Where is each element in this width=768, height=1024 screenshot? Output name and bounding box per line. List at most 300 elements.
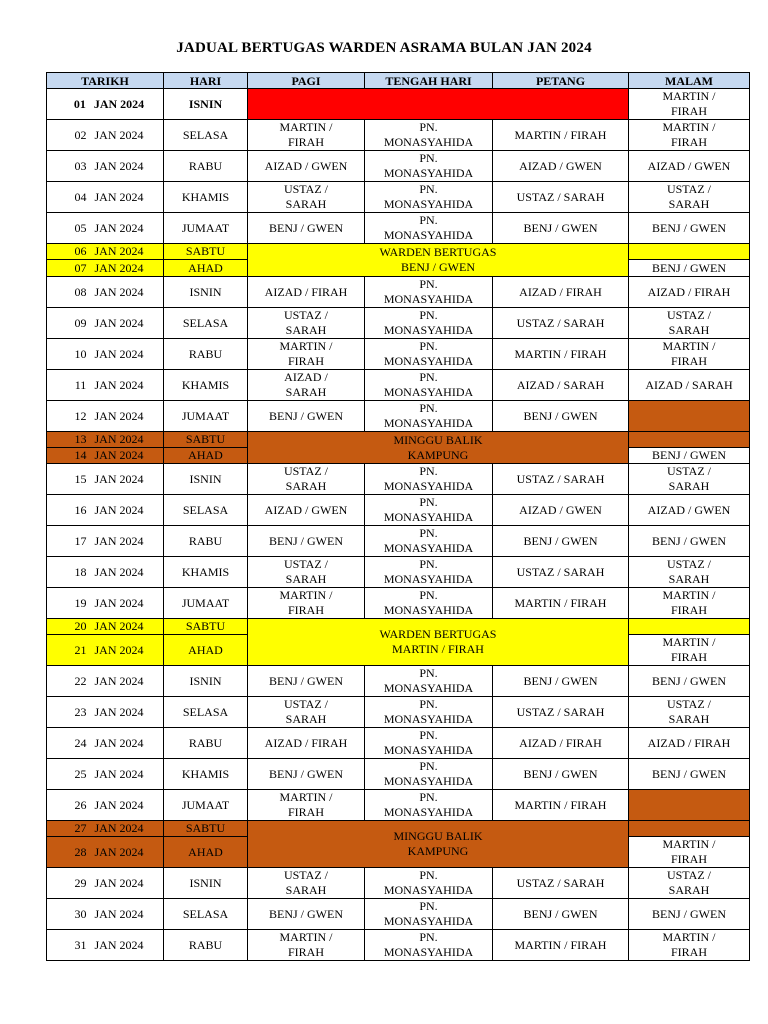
table-row xyxy=(47,557,750,588)
date-cell xyxy=(47,120,164,151)
date-cell xyxy=(47,308,164,339)
pagi-cell-text: AIZAD / SARAH xyxy=(284,370,328,399)
pagi-cell xyxy=(248,588,365,619)
day-cell-text: KHAMIS xyxy=(181,564,230,579)
minggu-balik-kampung-banner-text: MINGGU BALIK KAMPUNG xyxy=(393,432,483,462)
date-cell xyxy=(47,213,164,244)
malam-cell xyxy=(629,666,750,697)
petang-cell-text: USTAZ / SARAH xyxy=(516,875,605,890)
malam-cell xyxy=(629,868,750,899)
tengah-hari-cell-text: PN. MONASYAHIDA xyxy=(383,868,474,897)
petang-cell xyxy=(493,339,629,370)
date-number: 29 xyxy=(74,875,87,890)
date-month: JAN 2024 xyxy=(94,642,144,657)
petang-cell xyxy=(493,277,629,308)
date-number: 01 xyxy=(73,96,86,111)
minggu-balik-kampung-banner xyxy=(248,432,629,464)
day-cell-text: SELASA xyxy=(182,502,229,517)
day-cell xyxy=(164,790,248,821)
pagi-cell xyxy=(248,182,365,213)
table-row xyxy=(47,182,750,213)
date-number: 27 xyxy=(74,821,87,835)
day-cell xyxy=(164,635,248,666)
malam-cell xyxy=(629,837,750,868)
day-cell xyxy=(164,930,248,961)
date-number: 12 xyxy=(74,408,87,423)
malam-cell xyxy=(629,759,750,790)
petang-cell xyxy=(493,401,629,432)
petang-cell xyxy=(493,697,629,728)
tengah-hari-cell-text: PN. MONASYAHIDA xyxy=(383,759,474,788)
tengah-hari-cell xyxy=(365,526,493,557)
tengah-hari-cell-text: PN. MONASYAHIDA xyxy=(383,464,474,493)
duty-roster-table xyxy=(46,72,750,961)
day-cell xyxy=(164,151,248,182)
tengah-hari-cell-text: PN. MONASYAHIDA xyxy=(383,370,474,399)
pagi-cell-text: USTAZ / SARAH xyxy=(283,697,329,726)
petang-cell xyxy=(493,495,629,526)
date-number: 20 xyxy=(74,619,87,633)
malam-cell-text: BENJ / GWEN xyxy=(652,260,726,275)
malam-cell xyxy=(629,930,750,961)
pagi-cell xyxy=(248,464,365,495)
page-title: JADUAL BERTUGAS WARDEN ASRAMA BULAN JAN 2024 xyxy=(176,40,592,56)
tengah-hari-cell-text: PN. MONASYAHIDA xyxy=(383,339,474,368)
date-cell xyxy=(47,370,164,401)
date-cell xyxy=(47,277,164,308)
table-row xyxy=(47,666,750,697)
date-number: 15 xyxy=(74,471,87,486)
table-row xyxy=(47,89,750,120)
date-month: JAN 2024 xyxy=(94,797,144,812)
pagi-cell-text: AIZAD / GWEN xyxy=(264,158,348,173)
table-row xyxy=(47,526,750,557)
tengah-hari-cell xyxy=(365,868,493,899)
day-cell-text: ISNIN xyxy=(189,875,222,890)
day-cell-text: ISNIN xyxy=(189,471,222,486)
pagi-cell-text: USTAZ / SARAH xyxy=(283,868,329,897)
pagi-cell-text: MARTIN / FIRAH xyxy=(279,120,333,149)
date-month: JAN 2024 xyxy=(94,906,144,921)
tengah-hari-cell xyxy=(365,308,493,339)
tengah-hari-cell-text: PN. MONASYAHIDA xyxy=(383,666,474,695)
warden-bertugas-banner-text: WARDEN BERTUGAS BENJ / GWEN xyxy=(379,245,497,274)
table-row xyxy=(47,464,750,495)
tengah-hari-cell-text: PN. MONASYAHIDA xyxy=(383,151,474,180)
day-cell xyxy=(164,244,248,260)
pagi-cell-text: USTAZ / SARAH xyxy=(283,308,329,337)
day-cell-text: KHAMIS xyxy=(181,377,230,392)
malam-cell-text: USTAZ / SARAH xyxy=(666,697,712,726)
table-row xyxy=(47,370,750,401)
pagi-cell-text: MARTIN / FIRAH xyxy=(279,588,333,617)
pagi-cell-text: MARTIN / FIRAH xyxy=(279,930,333,959)
day-cell-text: SABTU xyxy=(185,432,226,446)
date-month: JAN 2024 xyxy=(94,766,144,781)
malam-cell xyxy=(629,432,750,448)
date-cell xyxy=(47,728,164,759)
date-month: JAN 2024 xyxy=(94,220,144,235)
date-cell xyxy=(47,448,164,464)
day-cell xyxy=(164,697,248,728)
tengah-hari-cell xyxy=(365,120,493,151)
pagi-cell-text: USTAZ / SARAH xyxy=(283,182,329,211)
day-cell-text: SELASA xyxy=(182,704,229,719)
pagi-cell xyxy=(248,526,365,557)
pagi-cell-text: AIZAD / FIRAH xyxy=(264,284,348,299)
date-number: 18 xyxy=(74,564,87,579)
day-cell xyxy=(164,728,248,759)
malam-cell xyxy=(629,557,750,588)
day-cell xyxy=(164,837,248,868)
pagi-cell xyxy=(248,930,365,961)
table-row xyxy=(47,308,750,339)
date-number: 26 xyxy=(74,797,87,812)
pagi-cell xyxy=(248,557,365,588)
petang-cell-text: BENJ / GWEN xyxy=(523,408,598,423)
petang-cell xyxy=(493,557,629,588)
petang-cell xyxy=(493,308,629,339)
date-number: 03 xyxy=(74,158,87,173)
petang-cell-text: BENJ / GWEN xyxy=(523,533,598,548)
day-cell-text: SELASA xyxy=(182,315,229,330)
day-cell-text: SELASA xyxy=(182,906,229,921)
day-cell-text: KHAMIS xyxy=(181,766,230,781)
petang-cell-text: MARTIN / FIRAH xyxy=(514,595,607,610)
pagi-cell xyxy=(248,339,365,370)
date-month: JAN 2024 xyxy=(94,346,144,361)
day-cell-text: AHAD xyxy=(188,642,223,657)
pagi-cell-text: BENJ / GWEN xyxy=(269,766,343,781)
malam-cell xyxy=(629,619,750,635)
tengah-hari-cell xyxy=(365,728,493,759)
tengah-hari-cell xyxy=(365,213,493,244)
table-row xyxy=(47,619,750,635)
malam-cell-text: AIZAD / FIRAH xyxy=(647,284,731,299)
tengah-hari-cell xyxy=(365,697,493,728)
date-month: JAN 2024 xyxy=(94,260,144,275)
table-row xyxy=(47,759,750,790)
table-row xyxy=(47,401,750,432)
day-cell-text: JUMAAT xyxy=(181,595,230,610)
petang-cell xyxy=(493,588,629,619)
warden-bertugas-banner xyxy=(248,619,629,666)
day-cell-text: ISNIN xyxy=(189,673,222,688)
malam-cell-text: MARTIN / FIRAH xyxy=(662,930,716,959)
tengah-hari-cell xyxy=(365,277,493,308)
date-cell xyxy=(47,759,164,790)
date-number: 24 xyxy=(74,735,87,750)
holiday-block xyxy=(248,89,629,120)
date-number: 09 xyxy=(74,315,87,330)
tengah-hari-cell-text: PN. MONASYAHIDA xyxy=(383,588,474,617)
malam-cell-text: BENJ / GWEN xyxy=(652,906,726,921)
tengah-hari-cell xyxy=(365,464,493,495)
tengah-hari-cell-text: PN. MONASYAHIDA xyxy=(383,277,474,306)
petang-cell-text: AIZAD / GWEN xyxy=(519,158,602,173)
malam-cell xyxy=(629,277,750,308)
petang-cell xyxy=(493,526,629,557)
table-row xyxy=(47,899,750,930)
day-cell-text: JUMAAT xyxy=(181,797,230,812)
date-cell xyxy=(47,837,164,868)
day-cell-text: ISNIN xyxy=(189,284,222,299)
date-cell xyxy=(47,899,164,930)
malam-cell-text: USTAZ / SARAH xyxy=(666,557,712,586)
malam-cell-text: BENJ / GWEN xyxy=(652,448,726,462)
table-row xyxy=(47,151,750,182)
date-month: JAN 2024 xyxy=(94,673,144,688)
date-month: JAN 2024 xyxy=(94,875,144,890)
day-cell-text: ISNIN xyxy=(188,96,223,111)
date-number: 07 xyxy=(74,260,87,275)
petang-cell-text: BENJ / GWEN xyxy=(523,220,598,235)
day-cell xyxy=(164,339,248,370)
tengah-hari-cell xyxy=(365,182,493,213)
day-cell-text: KHAMIS xyxy=(181,189,230,204)
header-tarikh: TARIKH xyxy=(47,73,164,89)
date-cell xyxy=(47,151,164,182)
day-cell-text: RABU xyxy=(188,533,223,548)
day-cell-text: SELASA xyxy=(182,127,229,142)
table-row xyxy=(47,495,750,526)
day-cell xyxy=(164,666,248,697)
date-cell xyxy=(47,464,164,495)
tengah-hari-cell xyxy=(365,495,493,526)
date-month: JAN 2024 xyxy=(94,158,144,173)
petang-cell-text: MARTIN / FIRAH xyxy=(514,127,607,142)
day-cell-text: AHAD xyxy=(188,260,223,275)
malam-cell xyxy=(629,401,750,432)
day-cell xyxy=(164,401,248,432)
malam-cell xyxy=(629,151,750,182)
pagi-cell-text: BENJ / GWEN xyxy=(269,673,343,688)
table-row xyxy=(47,930,750,961)
day-cell xyxy=(164,759,248,790)
day-cell xyxy=(164,495,248,526)
pagi-cell-text: BENJ / GWEN xyxy=(269,533,343,548)
header-row xyxy=(47,73,750,89)
day-cell-text: RABU xyxy=(188,158,223,173)
date-cell xyxy=(47,930,164,961)
date-number: 05 xyxy=(74,220,87,235)
day-cell-text: AHAD xyxy=(188,448,223,462)
header-petang: PETANG xyxy=(493,73,629,89)
date-month: JAN 2024 xyxy=(94,595,144,610)
petang-cell xyxy=(493,120,629,151)
tengah-hari-cell-text: PN. MONASYAHIDA xyxy=(383,557,474,586)
tengah-hari-cell xyxy=(365,759,493,790)
date-cell xyxy=(47,588,164,619)
petang-cell-text: MARTIN / FIRAH xyxy=(514,937,607,952)
petang-cell xyxy=(493,868,629,899)
malam-cell-text: MARTIN / FIRAH xyxy=(662,635,716,664)
warden-bertugas-banner-text: WARDEN BERTUGAS MARTIN / FIRAH xyxy=(379,627,497,656)
petang-cell xyxy=(493,899,629,930)
petang-cell-text: AIZAD / FIRAH xyxy=(519,284,602,299)
pagi-cell xyxy=(248,495,365,526)
petang-cell xyxy=(493,930,629,961)
date-cell xyxy=(47,557,164,588)
date-cell xyxy=(47,790,164,821)
malam-cell xyxy=(629,697,750,728)
tengah-hari-cell-text: PN. MONASYAHIDA xyxy=(383,495,474,524)
petang-cell-text: BENJ / GWEN xyxy=(523,673,598,688)
date-month: JAN 2024 xyxy=(94,432,144,446)
petang-cell-text: USTAZ / SARAH xyxy=(516,704,605,719)
day-cell xyxy=(164,213,248,244)
malam-cell xyxy=(629,526,750,557)
tengah-hari-cell xyxy=(365,899,493,930)
tengah-hari-cell-text: PN. MONASYAHIDA xyxy=(383,790,474,819)
malam-cell-text: USTAZ / SARAH xyxy=(666,182,712,211)
warden-bertugas-banner xyxy=(248,244,629,277)
pagi-cell xyxy=(248,899,365,930)
table-row xyxy=(47,120,750,151)
petang-cell-text: MARTIN / FIRAH xyxy=(514,346,607,361)
pagi-cell xyxy=(248,151,365,182)
petang-cell xyxy=(493,151,629,182)
date-number: 06 xyxy=(74,244,87,258)
pagi-cell-text: MARTIN / FIRAH xyxy=(279,339,333,368)
date-cell xyxy=(47,526,164,557)
date-month: JAN 2024 xyxy=(94,735,144,750)
petang-cell-text: USTAZ / SARAH xyxy=(516,564,605,579)
date-month: JAN 2024 xyxy=(94,127,144,142)
malam-cell xyxy=(629,588,750,619)
date-number: 19 xyxy=(74,595,87,610)
petang-cell-text: AIZAD / SARAH xyxy=(516,377,605,392)
day-cell-text: RABU xyxy=(188,735,223,750)
date-month: JAN 2024 xyxy=(94,619,144,633)
tengah-hari-cell-text: PN. MONASYAHIDA xyxy=(383,930,474,959)
tengah-hari-cell-text: PN. MONASYAHIDA xyxy=(383,526,474,555)
petang-cell xyxy=(493,790,629,821)
pagi-cell-text: MARTIN / FIRAH xyxy=(279,790,333,819)
pagi-cell-text: USTAZ / SARAH xyxy=(283,464,329,493)
table-row xyxy=(47,244,750,260)
malam-cell xyxy=(629,120,750,151)
malam-cell xyxy=(629,244,750,260)
malam-cell xyxy=(629,308,750,339)
tengah-hari-cell xyxy=(365,557,493,588)
petang-cell xyxy=(493,464,629,495)
date-cell xyxy=(47,868,164,899)
malam-cell-text: MARTIN / FIRAH xyxy=(662,89,716,118)
pagi-cell xyxy=(248,697,365,728)
day-cell xyxy=(164,868,248,899)
pagi-cell xyxy=(248,120,365,151)
day-cell-text: AHAD xyxy=(188,844,223,859)
date-cell xyxy=(47,619,164,635)
date-cell xyxy=(47,666,164,697)
pagi-cell xyxy=(248,370,365,401)
date-cell xyxy=(47,697,164,728)
day-cell xyxy=(164,370,248,401)
table-row xyxy=(47,339,750,370)
petang-cell-text: MARTIN / FIRAH xyxy=(514,797,607,812)
table-row xyxy=(47,728,750,759)
day-cell xyxy=(164,588,248,619)
table-row xyxy=(47,790,750,821)
petang-cell-text: USTAZ / SARAH xyxy=(516,189,605,204)
malam-cell-text: MARTIN / FIRAH xyxy=(662,588,716,617)
pagi-cell-text: AIZAD / GWEN xyxy=(264,502,348,517)
pagi-cell xyxy=(248,790,365,821)
malam-cell-text: BENJ / GWEN xyxy=(652,673,726,688)
tengah-hari-cell xyxy=(365,666,493,697)
date-month: JAN 2024 xyxy=(93,96,145,111)
day-cell-text: SABTU xyxy=(185,821,226,835)
petang-cell xyxy=(493,666,629,697)
malam-cell xyxy=(629,899,750,930)
pagi-cell-text: BENJ / GWEN xyxy=(269,906,343,921)
pagi-cell xyxy=(248,213,365,244)
minggu-balik-kampung-banner-text: MINGGU BALIK KAMPUNG xyxy=(393,829,483,858)
malam-cell-text: AIZAD / GWEN xyxy=(647,158,731,173)
date-month: JAN 2024 xyxy=(94,564,144,579)
tengah-hari-cell-text: PN. MONASYAHIDA xyxy=(383,120,474,149)
table-row xyxy=(47,213,750,244)
tengah-hari-cell-text: PN. MONASYAHIDA xyxy=(383,401,474,430)
tengah-hari-cell xyxy=(365,588,493,619)
day-cell xyxy=(164,557,248,588)
pagi-cell xyxy=(248,401,365,432)
malam-cell-text: USTAZ / SARAH xyxy=(666,308,712,337)
day-cell xyxy=(164,526,248,557)
date-cell xyxy=(47,401,164,432)
tengah-hari-cell-text: PN. MONASYAHIDA xyxy=(383,213,474,242)
day-cell xyxy=(164,277,248,308)
malam-cell xyxy=(629,448,750,464)
date-number: 16 xyxy=(74,502,87,517)
date-month: JAN 2024 xyxy=(94,502,144,517)
date-number: 11 xyxy=(74,377,87,392)
pagi-cell-text: BENJ / GWEN xyxy=(269,408,343,423)
day-cell xyxy=(164,89,248,120)
pagi-cell xyxy=(248,666,365,697)
malam-cell-text: USTAZ / SARAH xyxy=(666,868,712,897)
table-row xyxy=(47,277,750,308)
pagi-cell-text: AIZAD / FIRAH xyxy=(264,735,348,750)
date-cell xyxy=(47,89,164,120)
tengah-hari-cell xyxy=(365,151,493,182)
date-month: JAN 2024 xyxy=(94,704,144,719)
day-cell-text: JUMAAT xyxy=(181,220,230,235)
date-cell xyxy=(47,821,164,837)
malam-cell-text: AIZAD / FIRAH xyxy=(647,735,731,750)
malam-cell-text: AIZAD / SARAH xyxy=(645,377,733,392)
date-month: JAN 2024 xyxy=(94,408,144,423)
date-month: JAN 2024 xyxy=(94,448,144,462)
tengah-hari-cell-text: PN. MONASYAHIDA xyxy=(383,697,474,726)
malam-cell xyxy=(629,260,750,277)
date-month: JAN 2024 xyxy=(94,377,144,392)
date-number: 02 xyxy=(74,127,87,142)
petang-cell xyxy=(493,759,629,790)
date-number: 21 xyxy=(74,642,87,657)
date-number: 08 xyxy=(74,284,87,299)
day-cell-text: SABTU xyxy=(185,244,226,258)
date-month: JAN 2024 xyxy=(94,284,144,299)
table-row xyxy=(47,868,750,899)
date-number: 25 xyxy=(74,766,87,781)
pagi-cell-text: USTAZ / SARAH xyxy=(283,557,329,586)
table-row xyxy=(47,432,750,448)
date-cell xyxy=(47,432,164,448)
date-cell xyxy=(47,635,164,666)
petang-cell-text: USTAZ / SARAH xyxy=(516,471,605,486)
